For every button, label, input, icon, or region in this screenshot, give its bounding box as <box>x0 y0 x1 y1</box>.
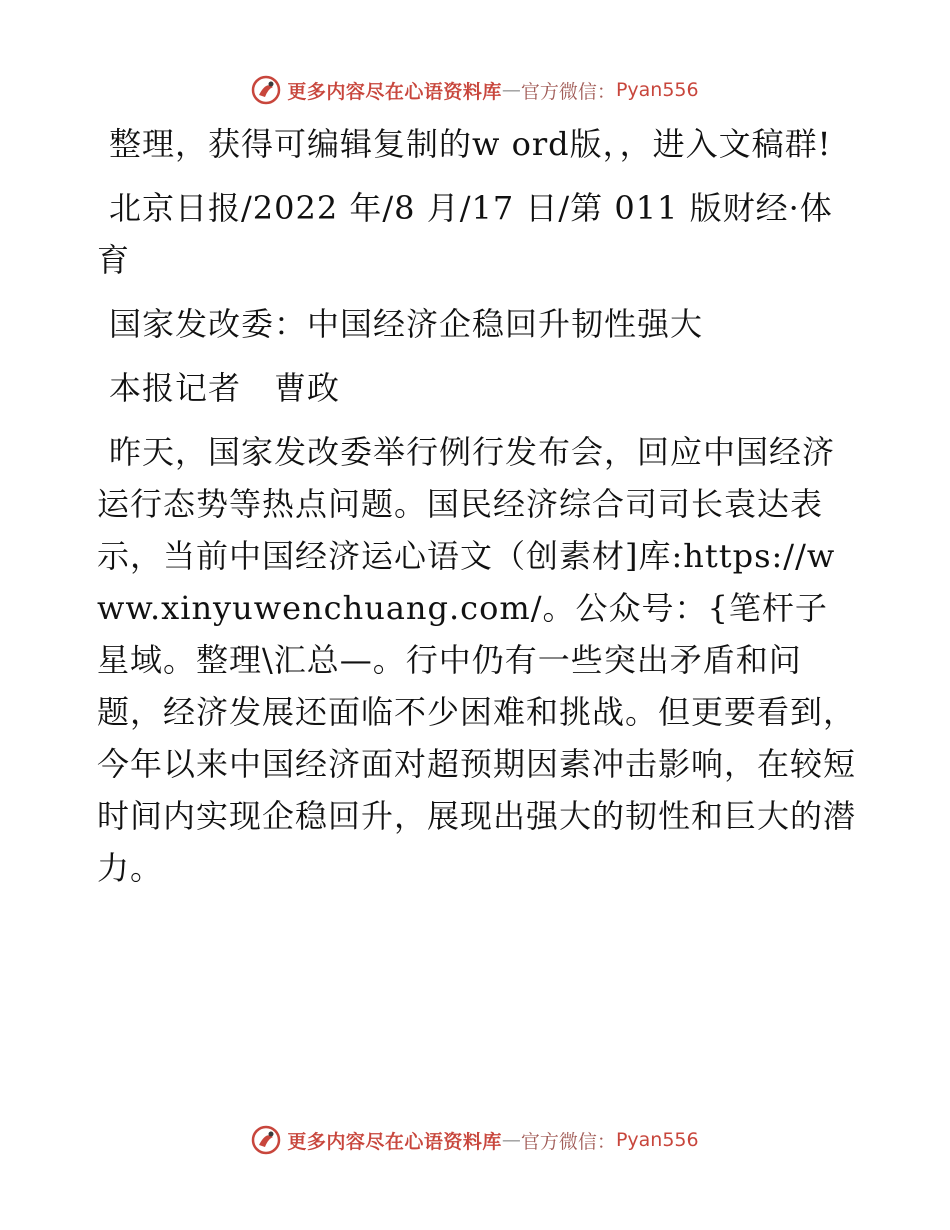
banner-wechat-id: Pyan556 <box>615 1129 699 1151</box>
banner-dash: — <box>501 79 521 101</box>
banner-wechat-id: Pyan556 <box>615 79 699 101</box>
paragraph-source: 北京日报/2022 年/8 月/17 日/第 011 版财经·体育 <box>97 189 833 279</box>
banner-wechat-label: 官方微信： <box>520 1130 616 1153</box>
paragraph-byline: 本报记者 曹政 <box>109 369 341 407</box>
footer-watermark-banner <box>0 1120 950 1160</box>
paragraph-intro: 整理，获得可编辑复制的w ord版，，进入文稿群! <box>109 125 832 163</box>
banner-main-text: 更多内容尽在心语资料库 <box>287 80 502 103</box>
header-watermark-banner <box>0 70 950 110</box>
document-body <box>97 118 857 906</box>
paragraph-headline: 国家发改委：中国经济企稳回升韧性强大 <box>109 305 704 343</box>
brand-logo-icon <box>251 75 281 105</box>
brand-logo-icon <box>251 1125 281 1155</box>
banner-dash: — <box>501 1129 521 1151</box>
paragraph-body: 昨天，国家发改委举行例行发布会，回应中国经济运行态势等热点问题。国民经济综合司司长袁达表示，当前中国经济运心语文（创素材]库:https://www.xinyuwenchuang.com/。公众号：{笔杆子星域。整理\汇总—。行中仍有一些突出矛盾和问题，经济发展还面临不少困难和挑战。但更要看到，今年以来中国经济面对超预期因素冲击影响，在较短时间内实现企稳回升，展现出强大的韧性和巨大的潜力。 <box>97 433 857 887</box>
banner-wechat-label: 官方微信： <box>520 80 616 103</box>
banner-main-text: 更多内容尽在心语资料库 <box>287 1130 502 1153</box>
